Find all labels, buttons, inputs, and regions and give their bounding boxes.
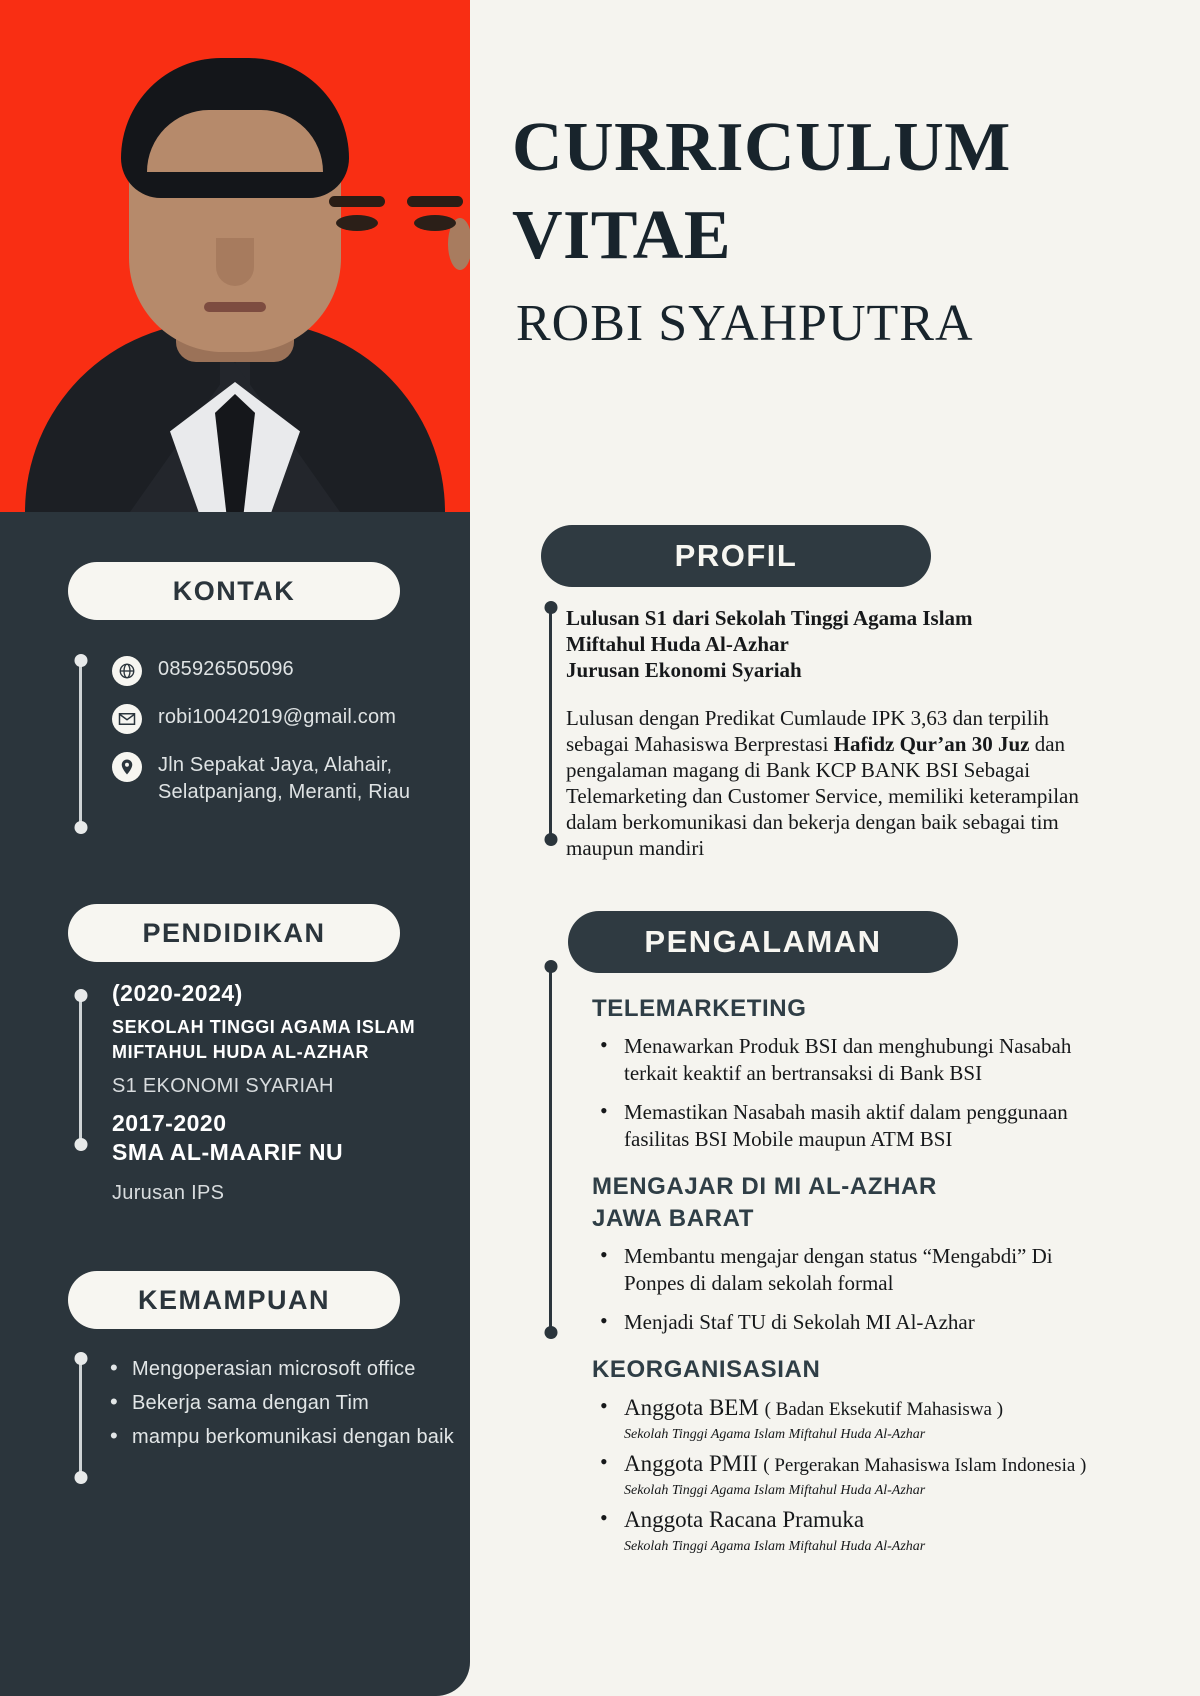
education-entry2-major: Jurusan IPS	[112, 1182, 225, 1204]
profile-paragraph-highlight: Hafidz Qur’an 30 Juz	[833, 732, 1030, 756]
education-entry1-years: (2020-2024)	[112, 980, 243, 1006]
organization-item-sub: Sekolah Tinggi Agama Islam Miftahul Huda Al-Azhar	[624, 1483, 926, 1498]
experience-job1-title: TELEMARKETING	[592, 995, 807, 1022]
list-item: • Bekerja sama dengan Tim	[108, 1386, 468, 1420]
profile-paragraph-part1: Lulusan dengan Predikat Cumlaude IPK 3,63 dan terpilih sebagai Mahasiswa Berprestasi	[566, 706, 1049, 756]
profile-bold-line3: Jurusan Ekonomi Syariah	[566, 658, 802, 682]
education-list	[112, 980, 462, 1205]
profile-bold-line1: Lulusan S1 dari Sekolah Tinggi Agama Islam	[566, 606, 973, 630]
profile-paragraph	[566, 705, 1086, 861]
experience-heading: PENGALAMAN	[568, 911, 958, 973]
contact-item-address[interactable]	[112, 752, 462, 806]
education-entry1-school-line1: SEKOLAH TINGGI AGAMA ISLAM	[112, 1017, 416, 1037]
list-item	[592, 1506, 1092, 1536]
contact-heading: KONTAK	[68, 562, 400, 620]
organization-item-name: Anggota PMII	[624, 1451, 758, 1476]
skills-heading: KEMAMPUAN	[68, 1271, 400, 1329]
education-entry1-major: S1 EKONOMI SYARIAH	[112, 1075, 334, 1097]
contact-address-value: Jln Sepakat Jaya, Alahair, Selatpanjang, Meranti, Riau	[158, 754, 411, 803]
list-item: • Membantu mengajar dengan status “Mengabdi” Di Ponpes di dalam sekolah formal	[592, 1243, 1092, 1297]
organization-item-sub: Sekolah Tinggi Agama Islam Miftahul Huda Al-Azhar	[624, 1427, 926, 1442]
experience-timeline-rail	[549, 966, 552, 1333]
education-heading: PENDIDIKAN	[68, 904, 400, 962]
candidate-name: ROBI SYAHPUTRA	[516, 295, 974, 352]
profile-timeline-rail	[549, 607, 552, 840]
profile-paragraph-part2: dan pengalaman magang di Bank KCP BANK BSI Sebagai Telemarketing dan Customer Service, memiliki keterampilan dalam berkomunikasi dan bekerja dengan baik sebagai tim maupun mandiri	[566, 732, 1079, 860]
cv-title-line2: VITAE	[512, 197, 732, 274]
profile-heading: PROFIL	[541, 525, 931, 587]
organization-item-sub: Sekolah Tinggi Agama Islam Miftahul Huda Al-Azhar	[624, 1539, 926, 1554]
cv-title-line1: CURRICULUM	[512, 109, 1011, 186]
contact-phone-value: 085926505096	[158, 658, 294, 680]
list-item: • Mengoperasian microsoft office	[108, 1352, 468, 1386]
organization-item-paren: ( Pergerakan Mahasiswa Islam Indonesia )	[763, 1455, 1087, 1476]
experience-job2-title-line1: MENGAJAR DI MI AL-AZHAR	[592, 1173, 937, 1200]
experience-list	[592, 993, 1092, 1562]
profile-photo	[0, 0, 470, 512]
contact-list	[112, 656, 462, 824]
list-item: • mampu berkomunikasi dengan baik	[108, 1420, 468, 1454]
list-item	[592, 1450, 1092, 1480]
portrait-illustration	[0, 0, 470, 512]
profile-bold-line2: Miftahul Huda Al-Azhar	[566, 632, 789, 656]
contact-item-email[interactable]	[112, 704, 462, 734]
organization-item-name: Anggota Racana Pramuka	[624, 1507, 865, 1532]
education-entry2-school: SMA AL-MAARIF NU	[112, 1139, 344, 1165]
list-item: • Menawarkan Produk BSI dan menghubungi Nasabah terkait keaktif an bertransaksi di Bank BSI	[592, 1033, 1092, 1087]
list-item	[592, 1394, 1092, 1424]
globe-icon	[112, 656, 142, 686]
education-entry1-school-line2: MIFTAHUL HUDA AL-AZHAR	[112, 1042, 370, 1062]
education-entry2-years: 2017-2020	[112, 1110, 227, 1136]
envelope-icon	[112, 704, 142, 734]
contact-item-phone[interactable]	[112, 656, 462, 686]
experience-job2-title-line2: JAWA BARAT	[592, 1205, 754, 1232]
profile-body	[566, 605, 1086, 861]
skills-timeline-rail	[79, 1358, 82, 1478]
contact-email-value: robi10042019@gmail.com	[158, 706, 397, 728]
contact-timeline-rail	[79, 660, 82, 828]
organization-heading: KEORGANISASIAN	[592, 1356, 821, 1383]
organization-item-paren: ( Badan Eksekutif Mahasiswa )	[764, 1399, 1004, 1420]
organization-item-name: Anggota BEM	[624, 1395, 759, 1420]
list-item: • Memastikan Nasabah masih aktif dalam penggunaan fasilitas BSI Mobile maupun ATM BSI	[592, 1099, 1092, 1153]
list-item: • Menjadi Staf TU di Sekolah MI Al-Azhar	[592, 1309, 1092, 1336]
page-title	[512, 104, 1112, 280]
skills-list	[108, 1352, 468, 1454]
education-timeline-rail	[79, 995, 82, 1145]
location-pin-icon	[112, 752, 142, 782]
